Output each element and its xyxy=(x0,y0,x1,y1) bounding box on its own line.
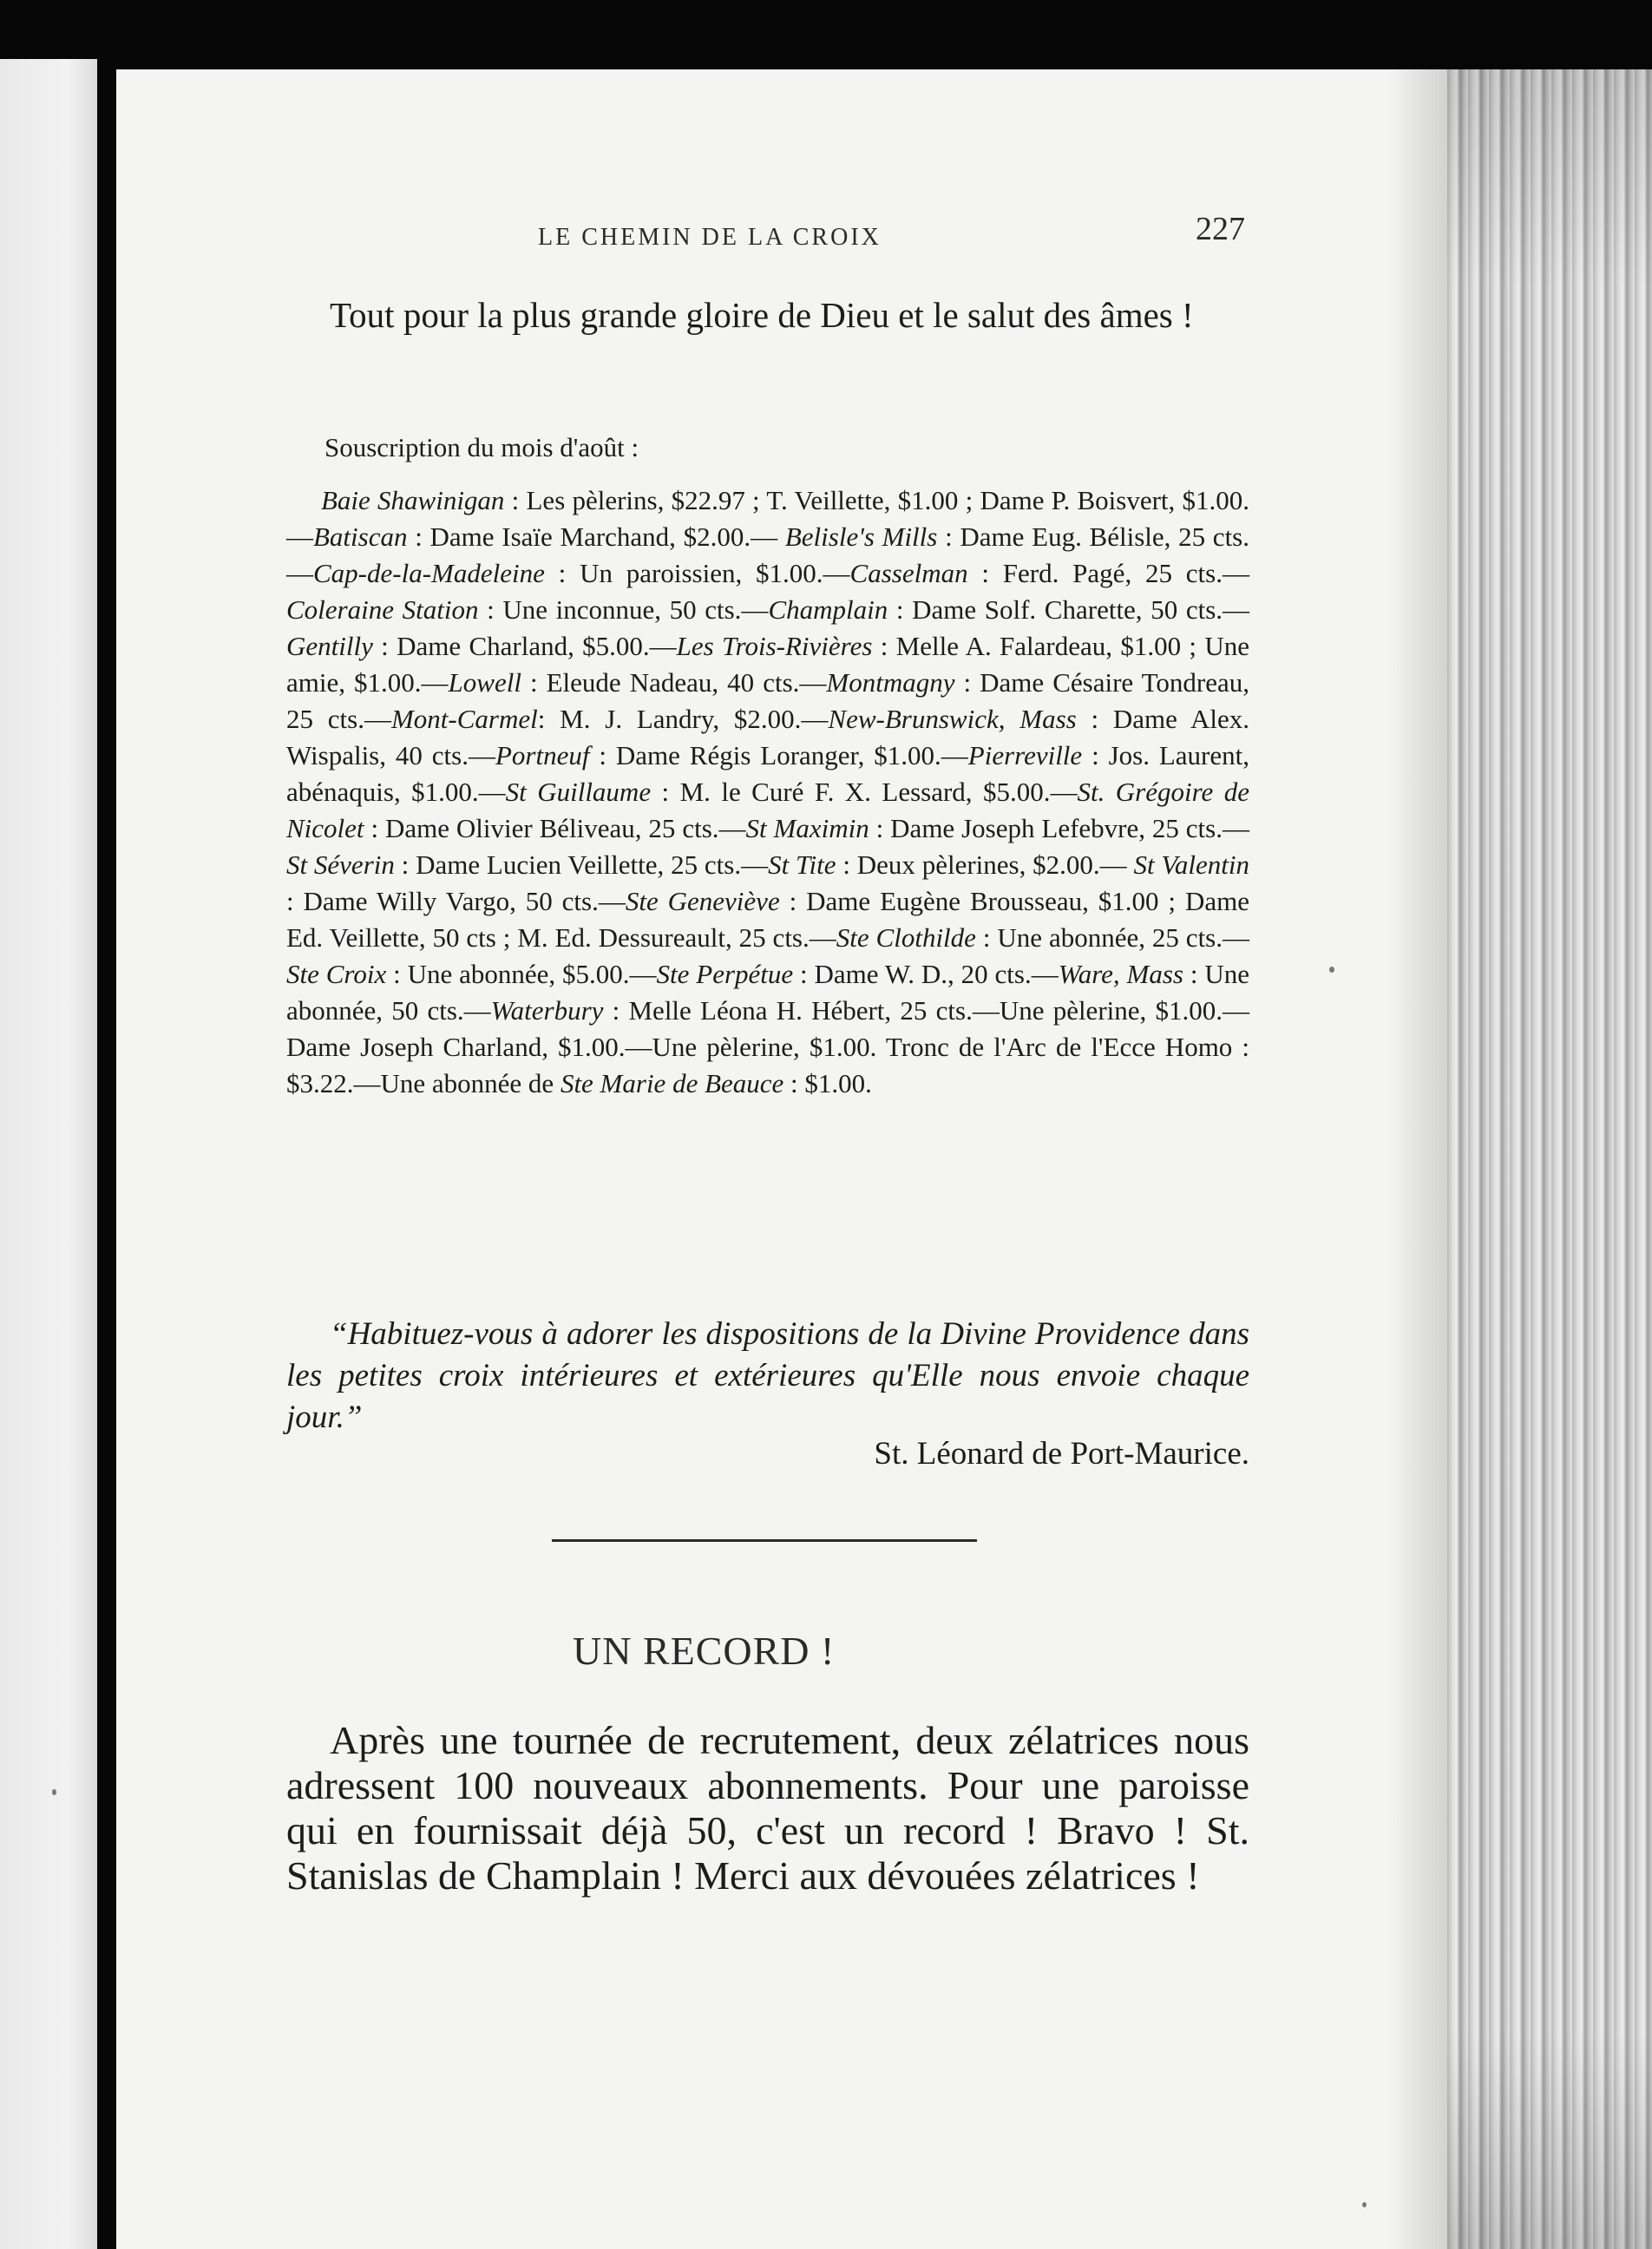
subscription-entry: : Les pèlerins, $22.97 ; T. Veillette, $1.00 ; Dame P. Boisvert, $1.00.— xyxy=(286,485,1249,552)
subscription-list xyxy=(286,482,1249,1102)
scan-speck xyxy=(1362,2202,1367,2207)
quote-text: “Habituez-vous à adorer les dispositions de la Divine Providence dans les petites croix intérieures et extérieures qu'Elle nous envoie chaque jour.” xyxy=(286,1316,1249,1435)
subscription-place: Montmagny xyxy=(826,667,955,698)
subscription-place: Champlain xyxy=(768,594,888,625)
section-divider xyxy=(552,1539,977,1542)
subscription-place: Baie Shawinigan xyxy=(321,485,505,515)
subscription-place: St Maximin xyxy=(745,813,869,843)
subscription-entry: : M. le Curé F. X. Lessard, $5.00.— xyxy=(651,777,1078,807)
subscription-place: Belisle's Mills xyxy=(784,521,938,552)
subscription-entry: : Jos. Laurent, abénaquis, $1.00.— xyxy=(286,740,1249,807)
quote-paragraph xyxy=(286,1314,1249,1439)
subscription-entry: : Dame W. D., 20 cts.— xyxy=(793,959,1059,989)
subscription-place: Mont-Carmel xyxy=(390,704,538,734)
subscription-place: Portneuf xyxy=(495,740,590,770)
subscription-entry: : Dame Isaïe Marchand, $2.00.— xyxy=(407,521,785,552)
subscription-place: Ste Croix xyxy=(286,959,387,989)
intro-paragraph xyxy=(286,292,1249,338)
subscription-entry: : Ferd. Pagé, 25 cts.— xyxy=(967,558,1249,588)
subscription-place: New-Brunswick, Mass xyxy=(828,704,1077,734)
subscription-entry: : Dame Eug. Bélisle, 25 cts.— xyxy=(286,521,1249,588)
subscription-place: St Tite xyxy=(768,849,836,880)
scan-speck xyxy=(1329,967,1334,973)
page-stack-shadow xyxy=(1447,69,1652,2249)
subscription-entry: : Dame Régis Loranger, $1.00.— xyxy=(589,740,968,770)
subscription-place: Ste Perpétue xyxy=(656,959,794,989)
section-body-text: Après une tournée de recrutement, deux zélatrices nous adressent 100 nouveaux abonnements. Pour une paroisse qui en fournissait déjà 50, c'est un record ! Bravo ! St. Stanislas de Champlain ! Merci aux dévouées zélatrices ! xyxy=(286,1718,1249,1898)
subscription-entry: : Dame Solf. Charette, 50 cts.— xyxy=(888,594,1250,625)
subscription-place: Ste Geneviève xyxy=(625,886,780,916)
subscription-heading: Souscription du mois d'août : xyxy=(324,432,639,462)
book-gutter xyxy=(97,52,118,2249)
subscription-place: St Valentin xyxy=(1133,849,1249,880)
subscription-entry: : $1.00. xyxy=(783,1068,872,1098)
subscription-entry: : Une abonnée, 25 cts.— xyxy=(975,922,1249,953)
subscription-place: Gentilly xyxy=(286,631,373,661)
subscription-place: Pierreville xyxy=(967,740,1083,770)
subscription-entry: : Dame Charland, $5.00.— xyxy=(372,631,677,661)
subscription-entry: : Melle Léona H. Hébert, 25 cts.—Une pèlerine, $1.00.—Dame Joseph Charland, $1.00.—Une pèlerine, $1.00. Tronc de l'Arc de l'Ecce Homo : $3.22.—Une abonnée de xyxy=(286,995,1249,1098)
subscription-entry: : Eleude Nadeau, 40 cts.— xyxy=(521,667,827,698)
subscription-entry: : M. J. Landry, $2.00.— xyxy=(537,704,829,734)
subscription-place: St Séverin xyxy=(286,849,395,880)
subscription-entry: : Une inconnue, 50 cts.— xyxy=(478,594,769,625)
scan-speck xyxy=(52,1789,56,1795)
subscription-place: Cap-de-la-Madeleine xyxy=(313,558,545,588)
subscription-place: Ware, Mass xyxy=(1058,959,1183,989)
subscription-entry: : Deux pèlerines, $2.00.— xyxy=(836,849,1134,880)
facing-page-edge xyxy=(0,59,97,2249)
subscription-entry: : Dame Willy Vargo, 50 cts.— xyxy=(286,886,626,916)
subscription-place: Coleraine Station xyxy=(286,594,479,625)
subscription-place: Ste Clothilde xyxy=(836,922,976,953)
subscription-place: St Guillaume xyxy=(505,777,652,807)
subscription-entry: : Dame Eugène Brousseau, $1.00 ; Dame Ed. Veillette, 50 cts ; M. Ed. Dessureault, 25 cts.— xyxy=(286,886,1249,953)
book-page xyxy=(116,69,1452,2249)
subscription-entry: : Dame Alex. Wispalis, 40 cts.— xyxy=(286,704,1250,770)
subscription-place: Les Trois-Rivières xyxy=(676,631,873,661)
page-number: 227 xyxy=(1196,211,1245,247)
subscription-entry: : Une abonnée, 50 cts.— xyxy=(286,959,1249,1026)
subscription-entry: : Melle A. Falardeau, $1.00 ; Une amie, $1.00.— xyxy=(286,631,1249,698)
section-title: UN RECORD ! xyxy=(573,1629,836,1673)
subscription-entry: : Dame Olivier Béliveau, 25 cts.— xyxy=(364,813,746,843)
subscription-place: Batiscan xyxy=(313,521,408,552)
subscription-place: Lowell xyxy=(448,667,521,698)
subscription-place: Casselman xyxy=(849,558,968,588)
quote-attribution: St. Léonard de Port-Maurice. xyxy=(874,1436,1249,1472)
subscription-place: Waterbury xyxy=(490,995,604,1026)
page-curve-shadow xyxy=(1388,69,1452,2249)
subscription-entry: : Un paroissien, $1.00.— xyxy=(544,558,850,588)
section-paragraph xyxy=(286,1718,1249,1898)
running-title: LE CHEMIN DE LA CROIX xyxy=(538,224,882,251)
subscription-entry: : Dame Joseph Lefebvre, 25 cts.— xyxy=(869,813,1249,843)
subscription-entry: : Dame Césaire Tondreau, 25 cts.— xyxy=(286,667,1250,734)
subscription-place: Ste Marie de Beauce xyxy=(560,1068,784,1098)
subscription-entry: : Dame Lucien Veillette, 25 cts.— xyxy=(394,849,769,880)
subscription-entry: : Une abonnée, $5.00.— xyxy=(386,959,657,989)
intro-text: Tout pour la plus grande gloire de Dieu et le salut des âmes ! xyxy=(330,295,1194,335)
subscription-place: St. Grégoire de Nicolet xyxy=(286,777,1249,843)
